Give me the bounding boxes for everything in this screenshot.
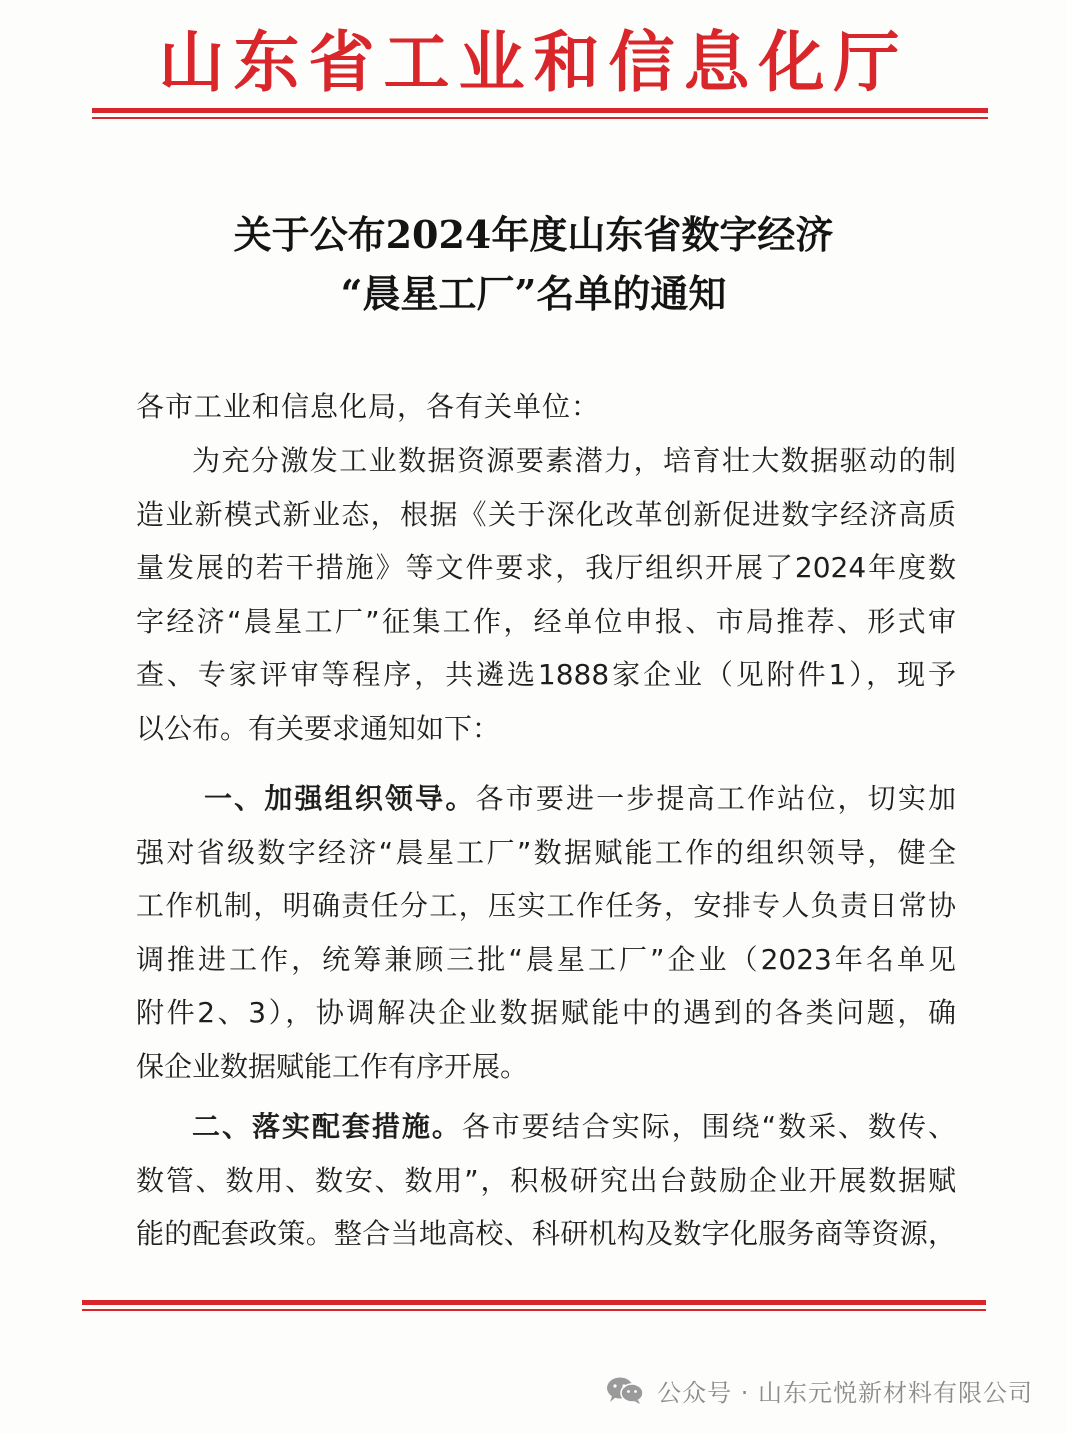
letterhead-red-thin-rule [92,117,988,119]
paragraph-line: 造业新模式新业态，根据《关于深化改革创新促进数字经济高质 [136,497,956,531]
footer-red-thin-rule [82,1309,986,1311]
paragraph-line: 字经济“晨星工厂”征集工作，经单位申报、市局推荐、形式审 [136,604,956,638]
watermark-source [605,1370,1033,1410]
wechat-icon [605,1375,645,1405]
paragraph-line: 为充分激发工业数据资源要素潜力，培育壮大数据驱动的制 [192,444,956,477]
footer-red-rule [82,1300,986,1305]
paragraph-line: 能的配套政策。整合当地高校、科研机构及数字化服务商等资源， [136,1217,956,1250]
paragraph-line: 以公布。有关要求通知如下： [136,711,501,745]
paragraph-line: 数管、数用、数安、数用”，积极研究出台鼓励企业开展数据赋 [136,1163,956,1197]
paragraph-line: 强对省级数字经济“晨星工厂”数据赋能工作的组织领导，健全 [136,835,956,869]
paragraph-line: 量发展的若干措施》等文件要求，我厅组织开展了2024年度数 [136,551,956,584]
letterhead-issuer: 山东省工业和信息化厅 [158,24,909,101]
document-title-line-2: “晨星工厂”名单的通知 [340,271,727,316]
paragraph-line: 保企业数据赋能工作有序开展。 [136,1049,529,1083]
watermark-text: 公众号 · 山东元悦新材料有限公司 [657,1378,1033,1407]
paragraph-line: 附件2、3），协调解决企业数据赋能中的遇到的各类问题，确 [136,996,956,1029]
paragraph-line: 查、专家评审等程序，共遴选1888家企业（见附件1），现予 [136,658,956,691]
salutation: 各市工业和信息化局，各有关单位： [136,390,601,423]
section-organization [136,772,956,1093]
section-heading: 一、加强组织领导。 [204,782,476,815]
document-title-line-1: 关于公布2024年度山东省数字经济 [233,212,834,257]
section-heading: 二、落实配套措施。 [192,1110,462,1143]
paragraph-intro [136,434,956,755]
letterhead-red-rule [92,108,988,113]
section-text: 各市要进一步提高工作站位，切实加 [475,782,956,815]
section-supporting-measures [136,1100,956,1261]
section-text: 各市要结合实际，围绕“数采、数传、 [461,1110,956,1143]
section-first-line [136,1100,956,1154]
paragraph-line: 调推进工作，统筹兼顾三批“晨星工厂”企业（2023年名单见 [136,942,956,976]
paragraph-line: 工作机制，明确责任分工，压实工作任务，安排专人负责日常协 [136,889,956,922]
section-first-line [136,772,956,826]
